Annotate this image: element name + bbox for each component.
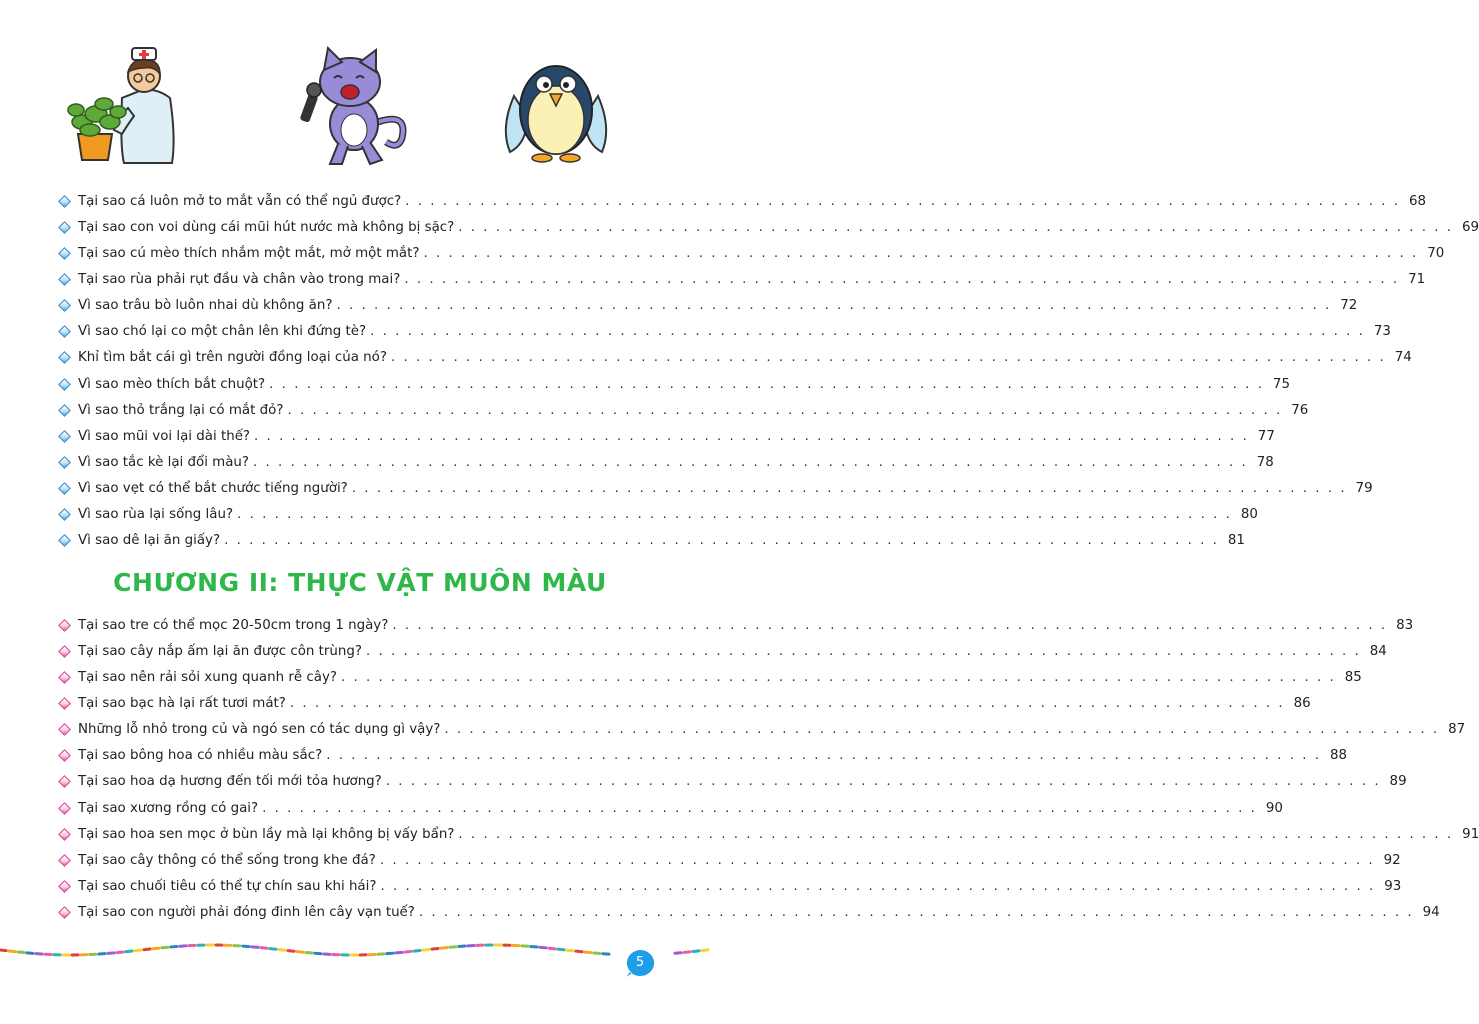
diamond-bullet-icon [58,247,71,260]
toc-entry-title: Tại sao hoa sen mọc ở bùn lầy mà lại không bị vấy bẩn? [78,826,455,842]
toc-entry-title: Tại sao rùa phải rụt đầu và chân vào trong mai? [78,271,401,287]
diamond-bullet-icon [58,535,71,548]
wave-dash [594,953,600,954]
toc-entry[interactable] [58,638,1387,664]
toc-entry-title: Vì sao tắc kè lại đổi màu? [78,454,250,470]
diamond-bullet-icon [58,802,71,815]
decorative-dashed-wave [0,932,720,972]
page-number: 5 [635,955,645,970]
dot-leader: . . . . . . . . . . . . . . . . . . . . . . . . . . . . . . . . . . . . . . . . . . . . . . . . . . . . . . . . . . . . . . . . . . . . . . . . . . . . . . . . [365,643,1361,659]
wave-dash [297,952,303,953]
diamond-bullet-icon [58,430,71,443]
wave-dash [261,948,267,949]
wave-dash [414,950,420,951]
toc-entry[interactable] [58,397,1309,423]
toc-entry-page: 76 [1291,402,1309,418]
dot-leader: . . . . . . . . . . . . . . . . . . . . . . . . . . . . . . . . . . . . . . . . . . . . . . . . . . . . . . . . . . . . . . . . . . . . . . . . . . . . . . . . [340,669,1336,685]
toc-entry[interactable] [58,717,1466,743]
toc-entry-page: 89 [1389,774,1407,790]
toc-entry-page: 81 [1227,533,1245,549]
toc-entry-title: Tại sao nên rải sỏi xung quanh rễ cây? [78,669,337,685]
diamond-bullet-icon [58,776,71,789]
diamond-bullet-icon [58,456,71,469]
toc-entry-page: 80 [1240,507,1258,523]
toc-entry[interactable] [58,795,1283,821]
dot-leader: . . . . . . . . . . . . . . . . . . . . . . . . . . . . . . . . . . . . . . . . . . . . . . . . . . . . . . . . . . . . . . . . . . . . . . . . . . . . . . . . [385,774,1381,790]
wave-dash [693,951,699,952]
dot-leader: . . . . . . . . . . . . . . . . . . . . . . . . . . . . . . . . . . . . . . . . . . . . . . . . . . . . . . . . . . . . . . . . . . . . . . . . . . . . . . . . [423,245,1419,261]
diamond-bullet-icon [58,273,71,286]
penguin-illustration [496,48,616,166]
dot-leader: . . . . . . . . . . . . . . . . . . . . . . . . . . . . . . . . . . . . . . . . . . . . . . . . . . . . . . . . . . . . . . . . . . . . . . . . . . . . . . . . [370,324,1365,340]
toc-entry[interactable] [58,743,1347,769]
wave-dash [702,950,708,951]
toc-entry[interactable] [58,293,1358,319]
toc-entry-page: 69 [1462,219,1479,235]
diamond-bullet-icon [58,508,71,521]
toc-entry[interactable] [58,821,1479,847]
toc-entry-title: Vì sao dê lại ăn giấy? [78,533,221,549]
toc-entry-title: Tại sao bông hoa có nhiều màu sắc? [78,748,323,764]
toc-entry-title: Tại sao cú mèo thích nhắm một mắt, mở một mắt? [78,245,420,261]
wave-dash [567,950,573,951]
toc-entry[interactable] [58,502,1258,528]
diamond-bullet-icon [58,482,71,495]
toc-entry-title: Tại sao cây thông có thể sống trong khe đá? [78,852,376,868]
wave-dash [144,949,150,950]
toc-entry-page: 71 [1408,271,1426,287]
toc-entry-title: Vì sao trâu bò luôn nhai dù không ăn? [78,298,333,314]
toc-entry-page: 86 [1293,695,1311,711]
toc-entry-title: Tại sao con voi dùng cái mũi hút nước mà không bị sặc? [78,219,455,235]
wave-dash [270,949,276,950]
toc-entry[interactable] [58,528,1245,554]
dot-leader: . . . . . . . . . . . . . . . . . . . . . . . . . . . . . . . . . . . . . . . . . . . . . . . . . . . . . . . . . . . . . . . . . . . . . . . . . . . . . . . . [289,695,1285,711]
toc-entry[interactable] [58,769,1407,795]
toc-entry-title: Những lỗ nhỏ trong củ và ngó sen có tác dụng gì vậy? [78,722,441,738]
toc-entry-title: Tại sao cá luôn mở to mắt vẫn có thể ngủ được? [78,193,402,209]
diamond-bullet-icon [58,404,71,417]
wave-dash [126,951,132,952]
toc-entry[interactable] [58,345,1412,371]
dot-leader: . . . . . . . . . . . . . . . . . . . . . . . . . . . . . . . . . . . . . . . . . . . . . . . . . . . . . . . . . . . . . . . . . . . . . . . . . . . . . . . . [444,722,1440,738]
wave-dash [684,952,690,953]
toc-entry[interactable] [58,664,1362,690]
toc-entry[interactable] [58,690,1311,716]
toc-entry-page: 77 [1257,428,1275,444]
toc-entry-title: Vì sao chó lại co một chân lên khi đứng tè? [78,324,367,340]
toc-entry-title: Tại sao xương rồng có gai? [78,800,259,816]
dot-leader: . . . . . . . . . . . . . . . . . . . . . . . . . . . . . . . . . . . . . . . . . . . . . . . . . . . . . . . . . . . . . . . . . . . . . . . . . . . . . . . . [379,852,1375,868]
header-illustrations [0,30,720,170]
wave-dash [405,951,411,952]
wave-dash [450,947,456,948]
wave-dash [117,952,123,953]
toc-entry[interactable] [58,423,1275,449]
toc-entry-page: 68 [1408,193,1427,209]
doctor-with-plant-illustration [62,38,192,168]
toc-entry-title: Tại sao tre có thể mọc 20-50cm trong 1 ngày? [78,617,389,633]
toc-entry-page: 87 [1448,722,1466,738]
diamond-bullet-icon [58,195,71,208]
toc-entry-page: 75 [1272,376,1290,392]
toc-entry-page: 84 [1369,643,1387,659]
toc-entry-page: 91 [1462,826,1479,842]
dot-leader: . . . . . . . . . . . . . . . . . . . . . . . . . . . . . . . . . . . . . . . . . . . . . . . . . . . . . . . . . . . . . . . . . . . . . . . . . . . . . . . . [336,298,1332,314]
wave-dash [441,948,447,949]
toc-entry-page: 88 [1329,748,1347,764]
diamond-bullet-icon [58,723,71,736]
diamond-bullet-icon [58,828,71,841]
toc-entry-page: 90 [1265,800,1283,816]
toc-entry-page: 72 [1340,298,1358,314]
diamond-bullet-icon [58,325,71,338]
diamond-bullet-icon [58,906,71,919]
toc-entry[interactable] [58,449,1274,475]
toc-entry-page: 94 [1422,905,1440,921]
dot-leader: . . . . . . . . . . . . . . . . . . . . . . . . . . . . . . . . . . . . . . . . . . . . . . . . . . . . . . . . . . . . . . . . . . . . . . . . . . . . . . . . [405,193,1401,209]
diamond-bullet-icon [58,749,71,762]
diamond-bullet-icon [58,619,71,632]
wave-dash [531,947,537,948]
toc-entry-page: 78 [1256,454,1274,470]
wave-dash [558,949,564,950]
diamond-bullet-icon [58,352,71,365]
dot-leader: . . . . . . . . . . . . . . . . . . . . . . . . . . . . . . . . . . . . . . . . . . . . . . . . . . . . . . . . . . . . . . . . . . . . . . . . . . . . . . . . [269,376,1264,392]
wave-dash [585,952,591,953]
toc-entry-title: Vì sao mèo thích bắt chuột? [78,376,266,392]
toc-entry[interactable] [58,476,1373,502]
dot-leader: . . . . . . . . . . . . . . . . . . . . . . . . . . . . . . . . . . . . . . . . . . . . . . . . . . . . . . . . . . . . . . . . . . . . . . . . . . . . . . . . [326,748,1321,764]
wave-dash [0,950,6,951]
wave-dash [675,953,681,954]
toc-entry[interactable] [58,188,1427,214]
wave-dash [252,947,258,948]
wave-dash [108,953,114,954]
toc-entry[interactable] [58,319,1391,345]
dot-leader: . . . . . . . . . . . . . . . . . . . . . . . . . . . . . . . . . . . . . . . . . . . . . . . . . . . . . . . . . . . . . . . . . . . . . . . . . . . . . . . . [351,481,1347,497]
dot-leader: . . . . . . . . . . . . . . . . . . . . . . . . . . . . . . . . . . . . . . . . . . . . . . . . . . . . . . . . . . . . . . . . . . . . . . . . . . . . . . . . [224,533,1219,549]
diamond-bullet-icon [58,299,71,312]
toc-entry-title: Vì sao thỏ trắng lại có mắt đỏ? [78,402,284,418]
toc-entry[interactable] [58,873,1402,899]
wave-dash [306,952,312,953]
toc-entry[interactable] [58,240,1445,266]
toc-entry-title: Tại sao hoa dạ hương đến tối mới tỏa hương? [78,774,382,790]
wave-dash [432,948,438,949]
toc-entry[interactable] [58,214,1479,240]
dot-leader: . . . . . . . . . . . . . . . . . . . . . . . . . . . . . . . . . . . . . . . . . . . . . . . . . . . . . . . . . . . . . . . . . . . . . . . . . . . . . . . . [253,454,1248,470]
toc-entry-title: Khỉ tìm bắt cái gì trên người đồng loại của nó? [78,350,387,366]
toc-entry-title: Tại sao chuối tiêu có thể tự chín sau khi hái? [78,878,377,894]
toc-entry-page: 85 [1344,669,1362,685]
wave-dash [9,951,15,952]
dot-leader: . . . . . . . . . . . . . . . . . . . . . . . . . . . . . . . . . . . . . . . . . . . . . . . . . . . . . . . . . . . . . . . . . . . . . . . . . . . . . . . . [390,350,1386,366]
dot-leader: . . . . . . . . . . . . . . . . . . . . . . . . . . . . . . . . . . . . . . . . . . . . . . . . . . . . . . . . . . . . . . . . . . . . . . . . . . . . . . . . [237,507,1232,523]
singing-cat-illustration [290,42,420,170]
toc-entry-page: 93 [1384,878,1402,894]
toc-entry-title: Tại sao cây nắp ấm lại ăn được côn trùng? [78,643,362,659]
dot-leader: . . . . . . . . . . . . . . . . . . . . . . . . . . . . . . . . . . . . . . . . . . . . . . . . . . . . . . . . . . . . . . . . . . . . . . . . . . . . . . . . [458,826,1454,842]
wave-dash [549,948,555,949]
dot-leader: . . . . . . . . . . . . . . . . . . . . . . . . . . . . . . . . . . . . . . . . . . . . . . . . . . . . . . . . . . . . . . . . . . . . . . . . . . . . . . . . [404,271,1400,287]
wave-dash [135,950,141,951]
toc-entry[interactable] [58,371,1290,397]
toc-entry-title: Vì sao mũi voi lại dài thế? [78,428,251,444]
dot-leader: . . . . . . . . . . . . . . . . . . . . . . . . . . . . . . . . . . . . . . . . . . . . . . . . . . . . . . . . . . . . . . . . . . . . . . . . . . . . . . . . [458,219,1454,235]
toc-section-plants [58,612,1479,926]
chapter-heading: CHƯƠNG II: THỰC VẬT MUÔN MÀU [113,568,607,597]
diamond-bullet-icon [58,880,71,893]
dot-leader: . . . . . . . . . . . . . . . . . . . . . . . . . . . . . . . . . . . . . . . . . . . . . . . . . . . . . . . . . . . . . . . . . . . . . . . . . . . . . . . . [380,878,1376,894]
dot-leader: . . . . . . . . . . . . . . . . . . . . . . . . . . . . . . . . . . . . . . . . . . . . . . . . . . . . . . . . . . . . . . . . . . . . . . . . . . . . . . . . [392,617,1388,633]
toc-entry-title: Vì sao vẹt có thể bắt chước tiếng người? [78,481,348,497]
toc-entry-title: Tại sao bạc hà lại rất tươi mát? [78,695,286,711]
toc-entry-page: 79 [1355,481,1373,497]
wave-dash [27,953,33,954]
wave-dash [423,949,429,950]
toc-entry-title: Vì sao rùa lại sống lâu? [78,507,234,523]
wave-dash [162,947,168,948]
wave-dash [18,952,24,953]
toc-entry-title: Tại sao con người phải đóng đinh lên cây vạn tuế? [78,905,415,921]
diamond-bullet-icon [58,221,71,234]
toc-entry[interactable] [58,847,1401,873]
toc-section-animals [58,188,1479,554]
toc-entry[interactable] [58,900,1440,926]
diamond-bullet-icon [58,645,71,658]
toc-entry-page: 83 [1396,617,1414,633]
wave-dash [279,950,285,951]
dot-leader: . . . . . . . . . . . . . . . . . . . . . . . . . . . . . . . . . . . . . . . . . . . . . . . . . . . . . . . . . . . . . . . . . . . . . . . . . . . . . . . . [418,905,1414,921]
toc-entry-page: 70 [1427,245,1445,261]
toc-entry[interactable] [58,266,1426,292]
wave-dash [540,947,546,948]
wave-dash [576,951,582,952]
dot-leader: . . . . . . . . . . . . . . . . . . . . . . . . . . . . . . . . . . . . . . . . . . . . . . . . . . . . . . . . . . . . . . . . . . . . . . . . . . . . . . . . [254,428,1249,444]
toc-entry[interactable] [58,612,1414,638]
wave-dash [288,951,294,952]
toc-entry-page: 92 [1383,852,1401,868]
toc-entry-page: 73 [1373,324,1391,340]
diamond-bullet-icon [58,671,71,684]
wave-dash [153,948,159,949]
diamond-bullet-icon [58,697,71,710]
wave-dash [396,952,402,953]
diamond-bullet-icon [58,854,71,867]
dot-leader: . . . . . . . . . . . . . . . . . . . . . . . . . . . . . . . . . . . . . . . . . . . . . . . . . . . . . . . . . . . . . . . . . . . . . . . . . . . . . . . . [262,800,1257,816]
dot-leader: . . . . . . . . . . . . . . . . . . . . . . . . . . . . . . . . . . . . . . . . . . . . . . . . . . . . . . . . . . . . . . . . . . . . . . . . . . . . . . . . [287,402,1283,418]
toc-entry-page: 74 [1394,350,1412,366]
diamond-bullet-icon [58,378,71,391]
